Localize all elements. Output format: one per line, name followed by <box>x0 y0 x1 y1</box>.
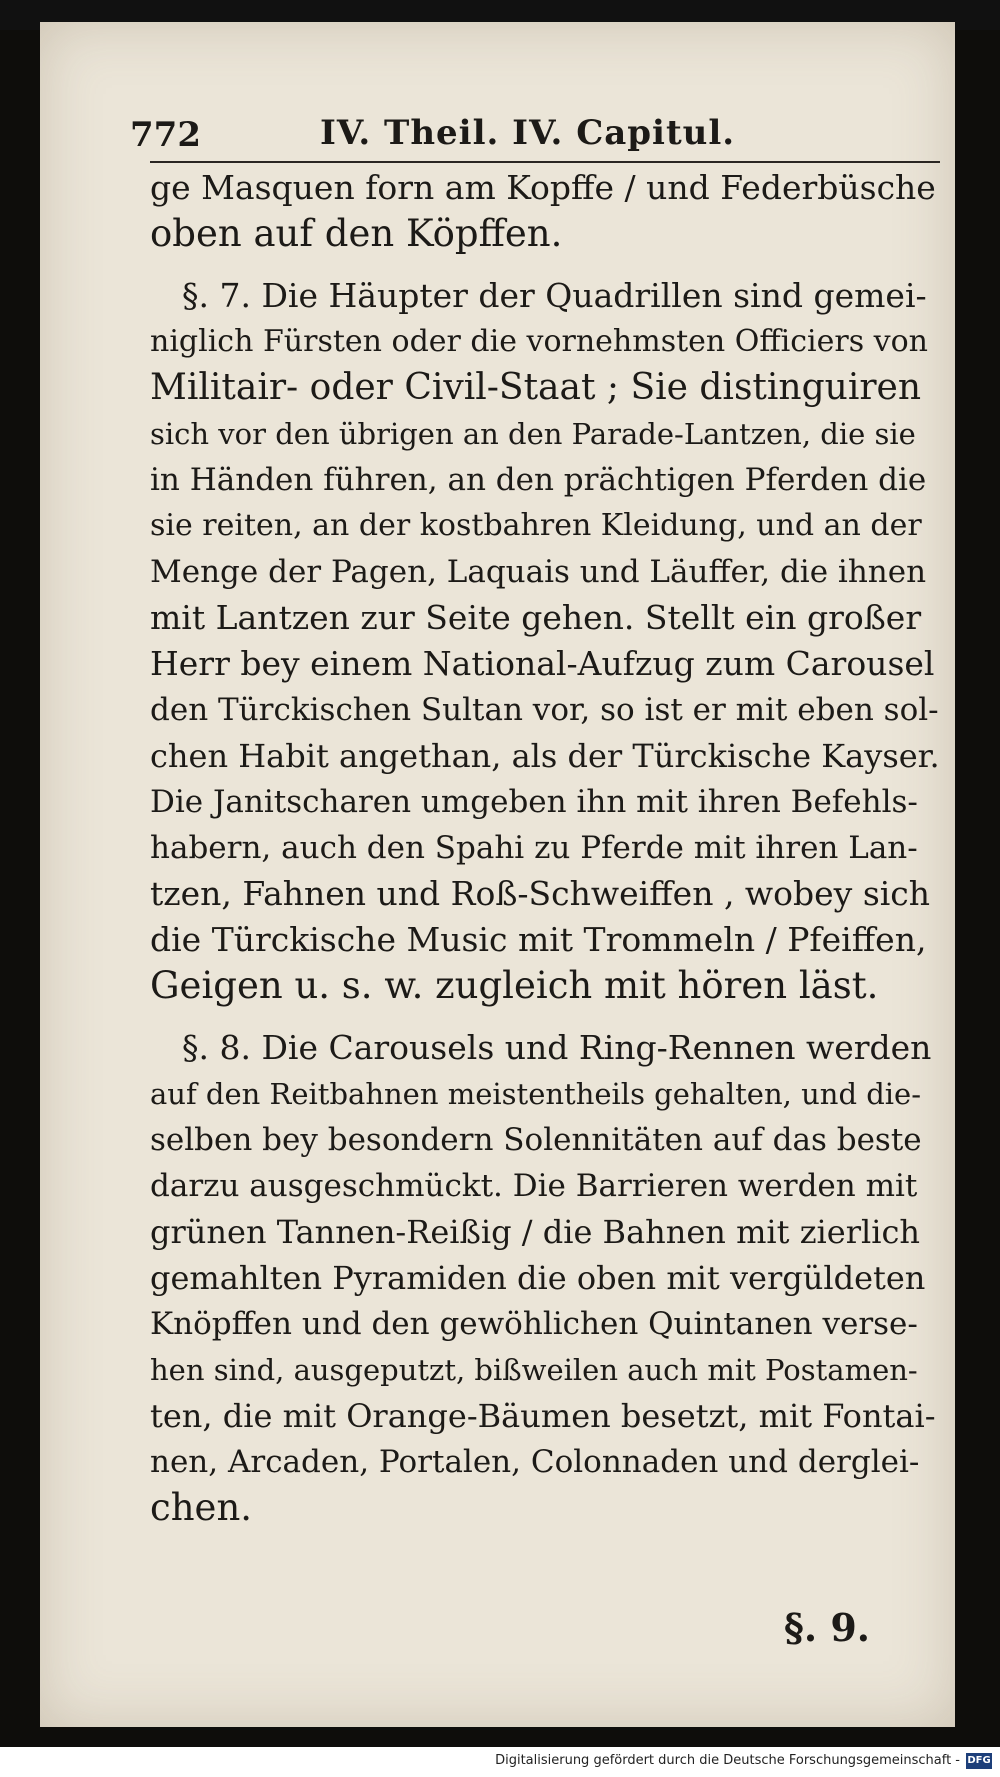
text-line: selben bey besondern Solennitäten auf das beste <box>150 1122 922 1158</box>
text-line: in Händen führen, an den prächtigen Pferden die <box>150 462 927 498</box>
text-line: hen sind, ausgeputzt, bißweilen auch mit Postamen- <box>150 1353 918 1387</box>
dfg-logo-icon: DFG <box>966 1753 992 1769</box>
digitization-footer <box>0 1747 1000 1777</box>
text-line: den Türckischen Sultan vor, so ist er mit eben sol- <box>150 692 939 728</box>
text-line: ten, die mit Orange-Bäumen besetzt, mit Fontai- <box>150 1397 936 1435</box>
text-line: tzen, Fahnen und Roß-Schweiffen , wobey sich <box>150 874 931 913</box>
body-text <box>150 165 940 1531</box>
text-line: Knöpffen und den gewöhlichen Quintanen verse- <box>150 1306 918 1342</box>
running-head: IV. Theil. IV. Capitul. <box>320 113 736 153</box>
text-line: ge Masquen forn am Kopffe / und Federbüsche <box>150 168 936 207</box>
text-line: chen. <box>150 1486 253 1529</box>
text-line: habern, auch den Spahi zu Pferde mit ihren Lan- <box>150 830 918 866</box>
text-line: Herr bey einem National-Aufzug zum Carousel <box>150 644 935 683</box>
text-line: oben auf den Köpffen. <box>150 212 563 255</box>
text-line: niglich Fürsten oder die vornehmsten Officiers von <box>150 324 929 359</box>
text-line: sich vor den übrigen an den Parade-Lantzen, die sie <box>150 417 916 451</box>
text-line: mit Lantzen zur Seite gehen. Stellt ein großer <box>150 598 922 637</box>
text-line: darzu ausgeschmückt. Die Barrieren werden mit <box>150 1168 918 1204</box>
text-line: grünen Tannen-Reißig / die Bahnen mit zierlich <box>150 1213 921 1251</box>
text-line: Geigen u. s. w. zugleich mit hören läst. <box>150 964 879 1007</box>
funding-credit: Digitalisierung gefördert durch die Deutsche Forschungsgemeinschaft - <box>495 1753 960 1768</box>
text-line: gemahlten Pyramiden die oben mit vergüldeten <box>150 1259 926 1297</box>
text-line: auf den Reitbahnen meistentheils gehalten, und die- <box>150 1077 922 1111</box>
page-number: 772 <box>130 115 201 155</box>
page-header <box>130 105 940 163</box>
page-content <box>130 105 940 1650</box>
text-line: sie reiten, an der kostbahren Kleidung, und an der <box>150 508 922 543</box>
text-line: chen Habit angethan, als der Türckische Kayser. <box>150 737 940 775</box>
text-line: Militair- oder Civil-Staat ; Sie distinguiren <box>150 367 922 408</box>
paragraph-7-start: §. 7. Die Häupter der Quadrillen sind gemei- <box>182 276 927 315</box>
text-line: Die Janitscharen umgeben ihn mit ihren Befehls- <box>150 784 918 820</box>
paragraph-8-start: §. 8. Die Carousels und Ring-Rennen werden <box>182 1028 932 1067</box>
text-line: nen, Arcaden, Portalen, Colonnaden und derglei- <box>150 1444 920 1480</box>
text-line: die Türckische Music mit Trommeln / Pfeiffen, <box>150 920 927 959</box>
text-line: Menge der Pagen, Laquais und Läuffer, die ihnen <box>150 554 927 590</box>
catchword: §. 9. <box>783 1605 870 1650</box>
